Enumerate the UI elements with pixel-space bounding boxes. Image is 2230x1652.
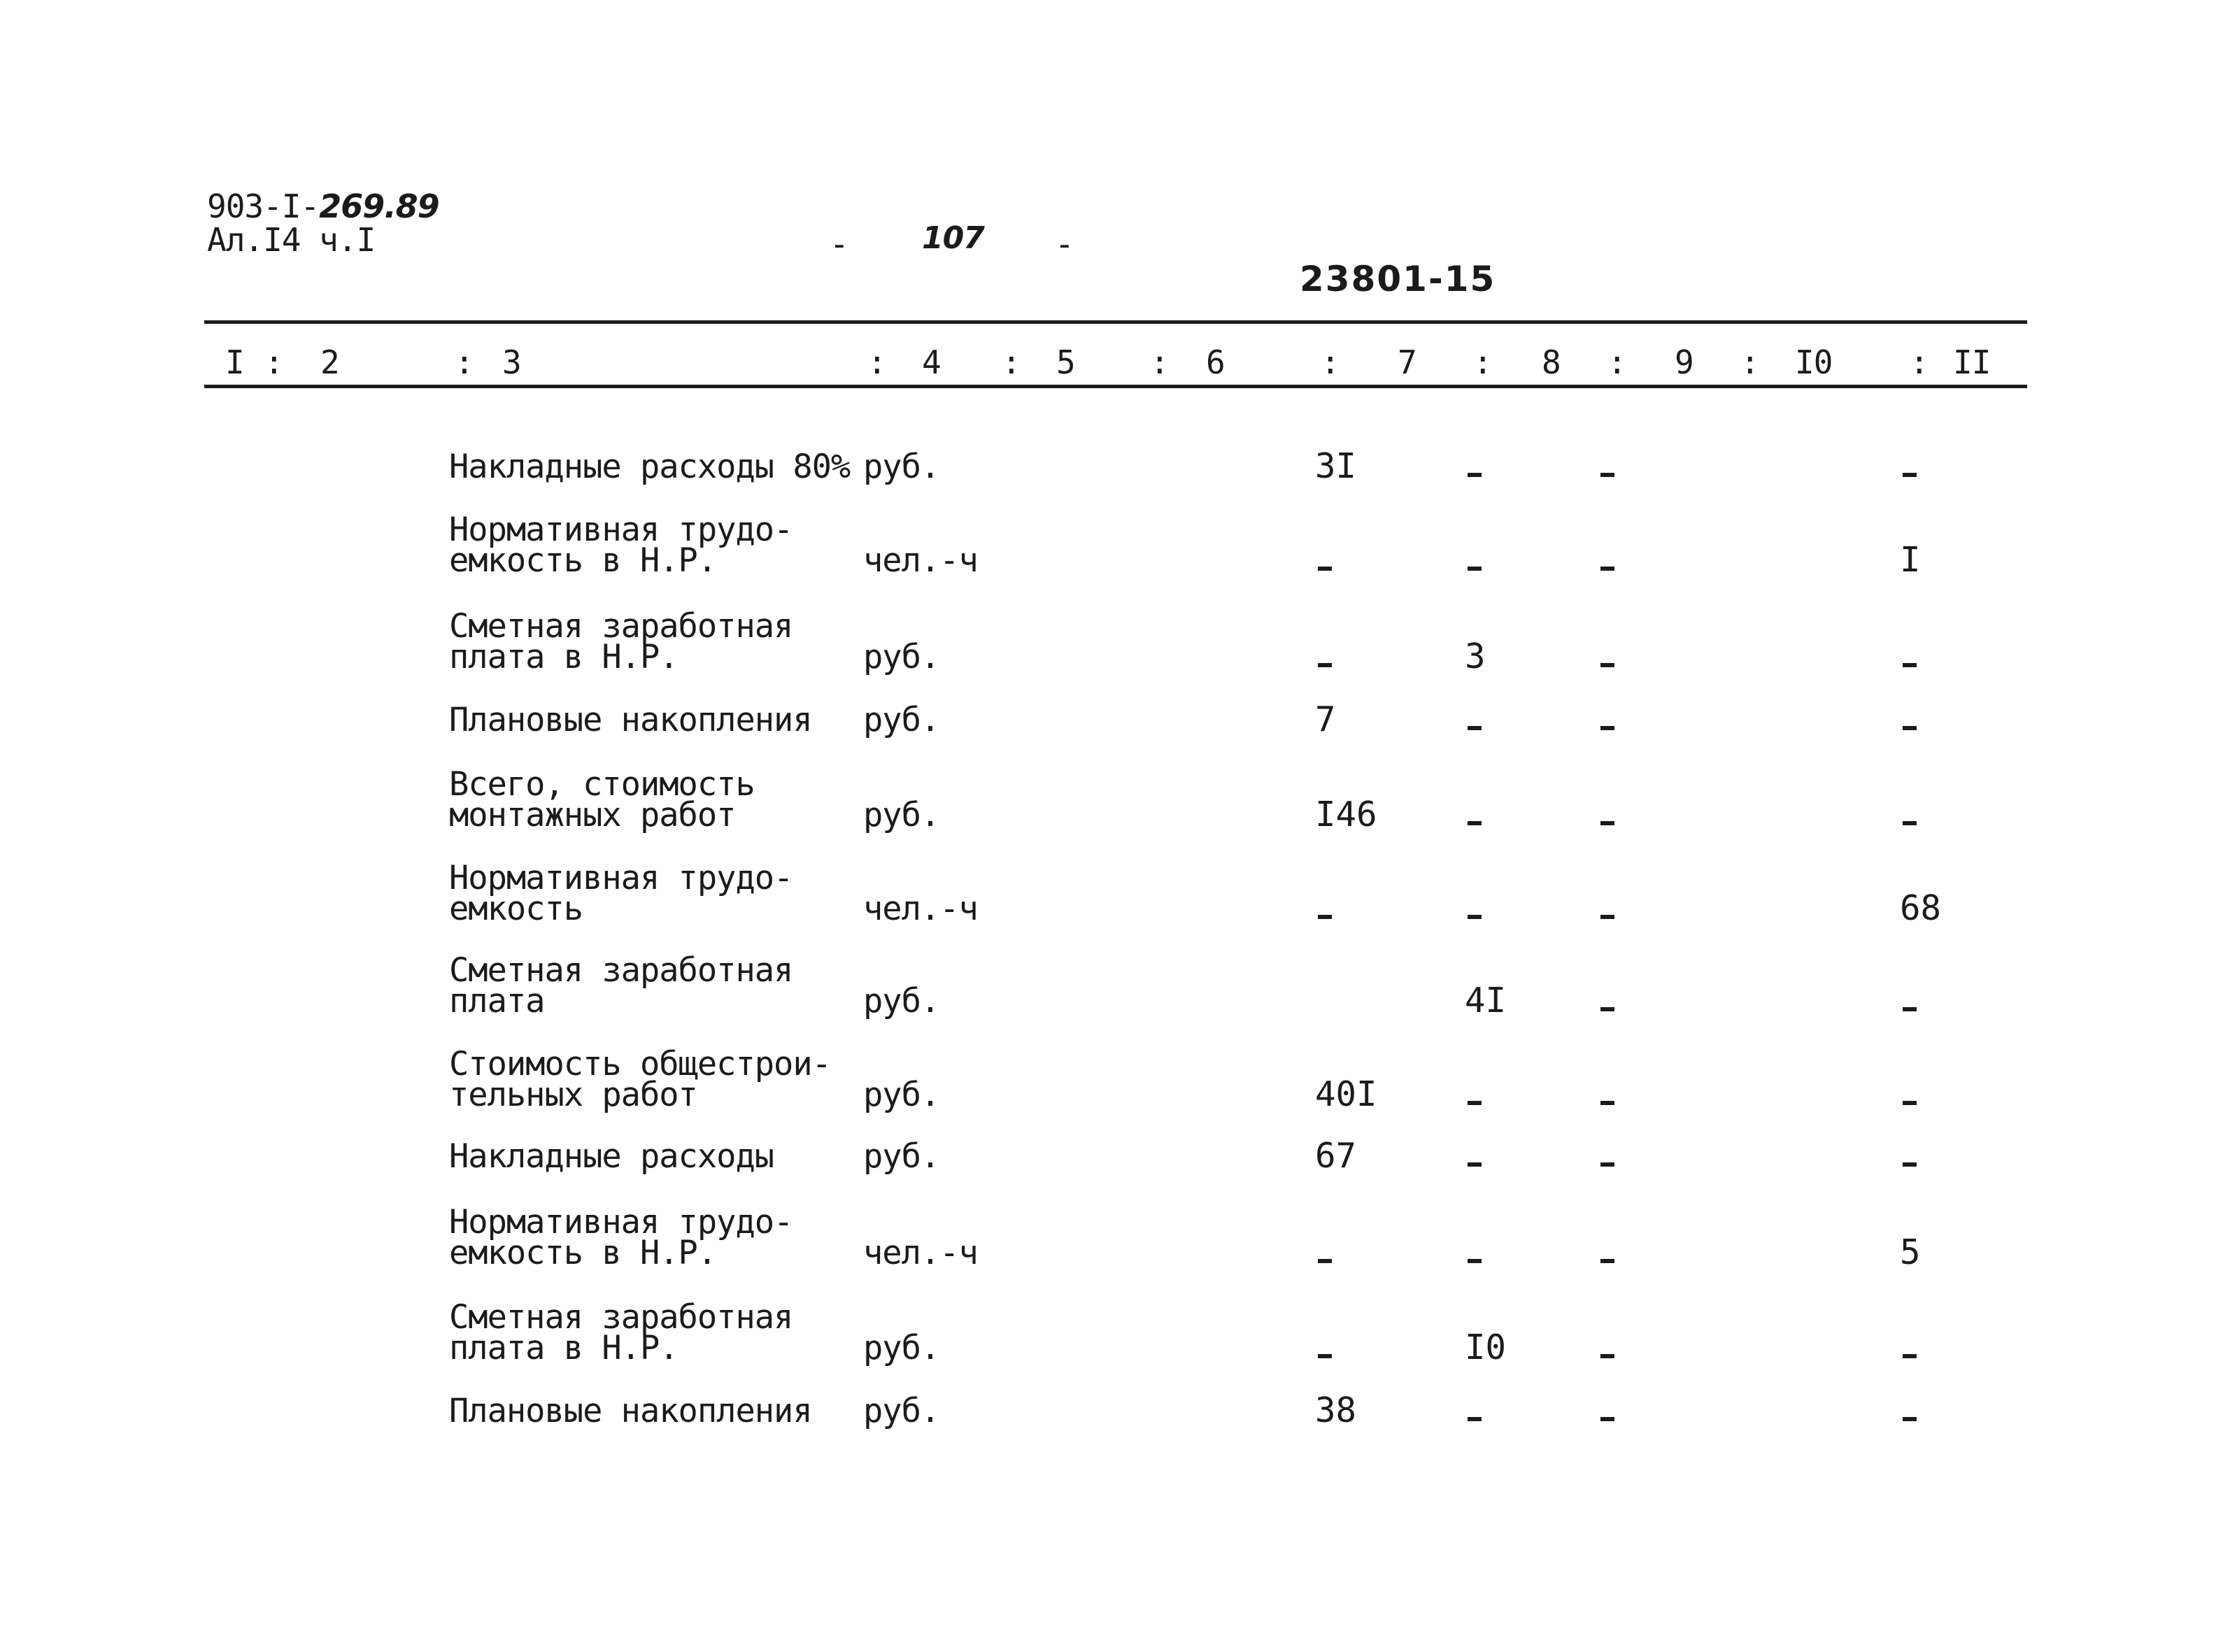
- page-number: 107: [922, 220, 984, 256]
- dash-mark: [1468, 1417, 1482, 1421]
- row-unit: чел.-ч: [863, 1234, 978, 1272]
- dash-mark: [1600, 663, 1614, 667]
- table-header-rule: [204, 385, 2027, 388]
- doc-code-prefix: 903-I-: [207, 187, 320, 225]
- column-number: 5: [1056, 343, 1075, 381]
- dash-mark: [1468, 1162, 1482, 1167]
- dash-mark: [1468, 821, 1482, 825]
- row-unit: руб.: [863, 701, 940, 739]
- dash-mark: [1600, 915, 1614, 919]
- column-number: 2: [320, 343, 339, 381]
- column-separator: :: [1150, 343, 1169, 381]
- row-name: Плановые накопления: [449, 701, 812, 739]
- row-unit: руб.: [863, 982, 940, 1020]
- dash-mark: [1468, 473, 1482, 477]
- row-name: Нормативная трудо- емкость: [449, 859, 793, 928]
- dash-mark: [1468, 915, 1482, 919]
- dash-mark: [1903, 663, 1917, 667]
- row-unit: руб.: [863, 1392, 940, 1430]
- cell-value: 3: [1465, 636, 1486, 676]
- dash-mark: [1318, 915, 1332, 919]
- row-name: Сметная заработная плата в Н.Р.: [449, 1298, 793, 1367]
- dash-mark: [1903, 726, 1917, 730]
- dash-mark: [1468, 1101, 1482, 1105]
- cell-value: I: [1900, 540, 1921, 580]
- row-name: Нормативная трудо- емкость в Н.Р.: [449, 511, 793, 580]
- dash-mark: [1468, 1259, 1482, 1263]
- column-number: 9: [1675, 343, 1693, 381]
- dash-mark: [1600, 726, 1614, 730]
- column-number: 3: [502, 343, 521, 381]
- cell-value: 38: [1315, 1390, 1357, 1430]
- dash-mark: [1600, 1354, 1614, 1358]
- dash-mark: [1600, 1007, 1614, 1011]
- row-unit: руб.: [863, 1329, 940, 1367]
- dash-mark: [1600, 1417, 1614, 1421]
- dash-mark: [1903, 821, 1917, 825]
- column-separator: :: [1740, 343, 1759, 381]
- column-separator: :: [1473, 343, 1492, 381]
- row-unit: руб.: [863, 1137, 940, 1176]
- page-dash-left: -: [830, 225, 848, 263]
- dash-mark: [1903, 1101, 1917, 1105]
- row-unit: руб.: [863, 638, 940, 676]
- column-separator: :: [264, 343, 283, 381]
- column-number: 8: [1542, 343, 1561, 381]
- dash-mark: [1600, 821, 1614, 825]
- cell-value: 68: [1900, 888, 1942, 928]
- dash-mark: [1600, 1101, 1614, 1105]
- doc-code: [207, 187, 439, 225]
- row-name: Накладные расходы: [449, 1137, 774, 1176]
- cell-value: 67: [1315, 1136, 1357, 1176]
- dash-mark: [1318, 567, 1332, 571]
- dash-mark: [1903, 1007, 1917, 1011]
- album-line: Ал.I4 ч.I: [207, 221, 376, 259]
- dash-mark: [1600, 567, 1614, 571]
- dash-mark: [1903, 1162, 1917, 1167]
- row-name: Сметная заработная плата: [449, 951, 793, 1020]
- table-top-rule: [204, 320, 2027, 324]
- row-unit: руб.: [863, 1076, 940, 1114]
- column-number: 4: [922, 343, 941, 381]
- column-separator: :: [1321, 343, 1340, 381]
- dash-mark: [1318, 1354, 1332, 1358]
- page-dash-right: -: [1055, 225, 1074, 263]
- dash-mark: [1468, 567, 1482, 571]
- column-separator: :: [867, 343, 886, 381]
- column-number: I0: [1795, 343, 1833, 381]
- column-number: 6: [1206, 343, 1225, 381]
- cell-value: 40I: [1315, 1074, 1377, 1114]
- column-separator: :: [455, 343, 474, 381]
- dash-mark: [1903, 1417, 1917, 1421]
- row-name: Накладные расходы 80%: [449, 448, 851, 486]
- row-unit: руб.: [863, 448, 940, 486]
- dash-mark: [1903, 1354, 1917, 1358]
- row-name: Всего, стоимость монтажных работ: [449, 765, 755, 834]
- dash-mark: [1600, 473, 1614, 477]
- inventory-number: 23801-15: [1300, 259, 1496, 299]
- dash-mark: [1468, 726, 1482, 730]
- doc-code-handwritten: 269.89: [319, 187, 439, 225]
- cell-value: I46: [1315, 795, 1377, 834]
- cell-value: 5: [1900, 1232, 1921, 1272]
- row-name: Плановые накопления: [449, 1392, 812, 1430]
- dash-mark: [1600, 1259, 1614, 1263]
- dash-mark: [1318, 663, 1332, 667]
- column-number: II: [1953, 343, 1991, 381]
- row-name: Стоимость общестрои- тельных работ: [449, 1045, 831, 1114]
- column-number: I: [225, 343, 244, 381]
- column-number: 7: [1398, 343, 1416, 381]
- row-name: Нормативная трудо- емкость в Н.Р.: [449, 1203, 793, 1272]
- row-name: Сметная заработная плата в Н.Р.: [449, 607, 793, 676]
- column-separator: :: [1002, 343, 1021, 381]
- cell-value: 3I: [1315, 446, 1357, 486]
- dash-mark: [1903, 473, 1917, 477]
- column-separator: :: [1910, 343, 1929, 381]
- dash-mark: [1600, 1162, 1614, 1167]
- column-separator: :: [1607, 343, 1626, 381]
- row-unit: руб.: [863, 796, 940, 834]
- row-unit: чел.-ч: [863, 541, 978, 580]
- row-unit: чел.-ч: [863, 890, 978, 928]
- dash-mark: [1318, 1259, 1332, 1263]
- cell-value: 4I: [1465, 981, 1507, 1020]
- cell-value: I0: [1465, 1327, 1507, 1367]
- cell-value: 7: [1315, 699, 1336, 739]
